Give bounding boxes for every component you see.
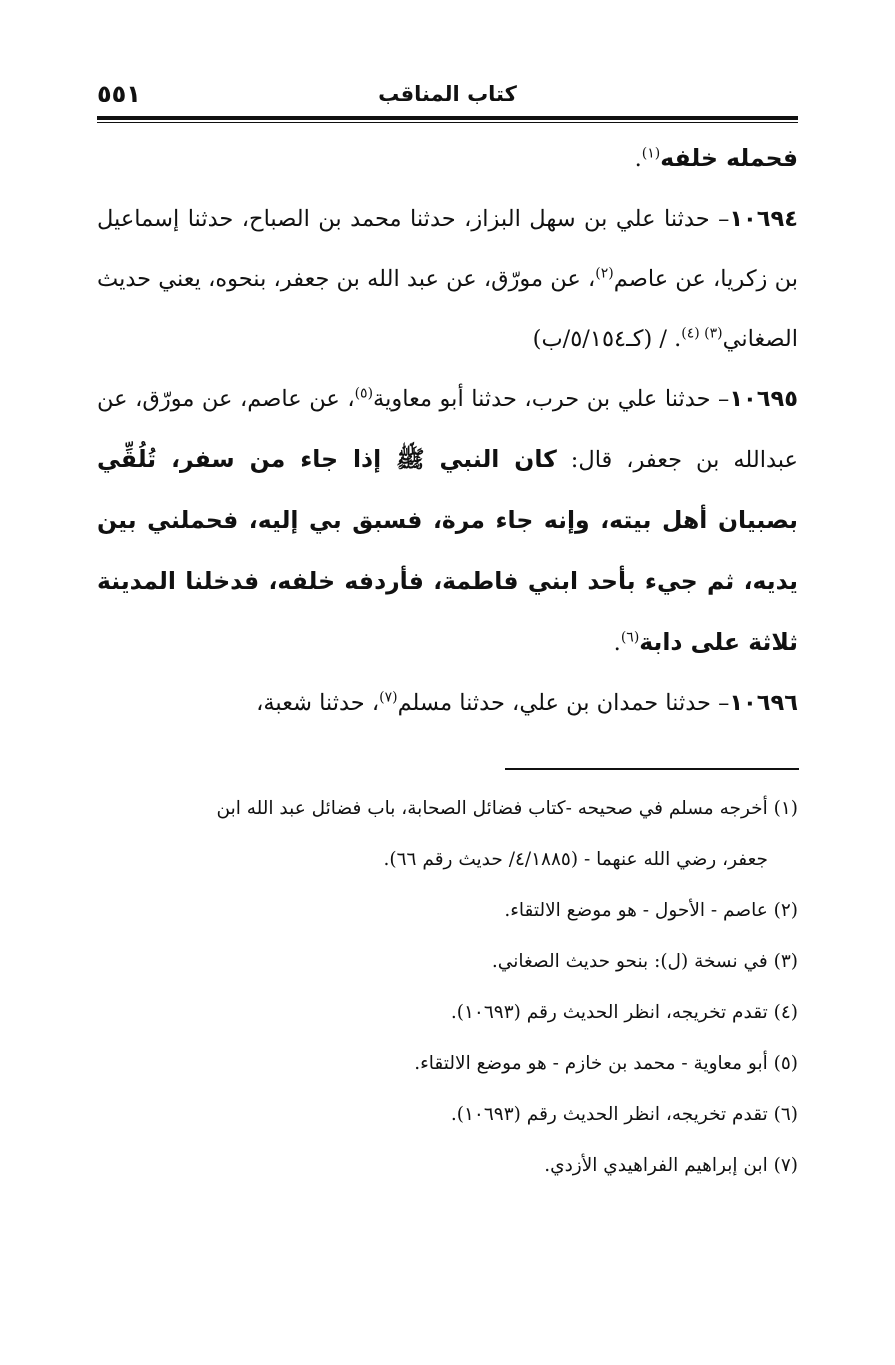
page-header xyxy=(97,80,798,116)
note-ref: (٥) xyxy=(354,385,374,402)
note-ref: (٧) xyxy=(379,689,398,706)
hadith-text: – حدثنا حمدان بن علي، حدثنا مسلم xyxy=(397,690,730,716)
punctuation: . xyxy=(634,146,642,172)
hadith-10696 xyxy=(97,673,798,733)
note-ref: (٣) (٤) xyxy=(681,325,723,342)
hadith-number: ١٠٦٩٤ xyxy=(729,206,798,232)
hadith-text: – حدثنا علي بن حرب، حدثنا أبو معاوية xyxy=(373,386,730,412)
hadith-10694 xyxy=(97,189,798,369)
punctuation: . xyxy=(613,630,621,656)
hadith-text: – حدثنا علي بن سهل البزاز، حدثنا محمد بن الصباح، حدثنا إسماعيل بن زكريا، عن عاصم xyxy=(97,206,798,292)
footnote-5: (٥) أبو معاوية - محمد بن خازم - هو موضع الالتقاء. xyxy=(414,1053,798,1074)
footnotes xyxy=(97,783,798,1191)
footnote-1-continuation: جعفر، رضي الله عنهما - (٤/١٨٨٥/ حديث رقم ٦٦). xyxy=(383,849,768,870)
hadith-number: ١٠٦٩٥ xyxy=(729,386,798,412)
footnote-6: (٦) تقدم تخريجه، انظر الحديث رقم (١٠٦٩٣). xyxy=(450,1104,798,1125)
footnote-2: (٢) عاصم - الأحول - هو موضع الالتقاء. xyxy=(504,900,798,921)
hadith-text: ، عن مورّق، عن عبد الله بن جعفر، بنحوه، يعني حديث الصغاني xyxy=(97,266,798,352)
footnote-4: (٤) تقدم تخريجه، انظر الحديث رقم (١٠٦٩٣). xyxy=(450,1002,798,1023)
note-ref: (٦) xyxy=(620,629,640,646)
hadith-text: . / (كـ٥/١٥٤/ب) xyxy=(532,326,682,352)
main-text xyxy=(97,128,798,733)
hadith-10695 xyxy=(97,369,798,673)
footnote-1: (١) أخرجه مسلم في صحيحه -كتاب فضائل الصحابة، باب فضائل عبد الله ابن xyxy=(216,798,798,819)
hadith-text: ، عن عاصم، عن مورّق، عن عبدالله بن جعفر، قال: xyxy=(97,386,798,473)
footnote-7: (٧) ابن إبراهيم الفراهيدي الأزدي. xyxy=(544,1155,798,1176)
note-ref: (١) xyxy=(641,145,661,162)
footnote-3: (٣) في نسخة (ل): بنحو حديث الصغاني. xyxy=(491,951,798,972)
page-number: ٥٥١ xyxy=(97,80,141,108)
running-title: كتاب المناقب xyxy=(378,82,517,106)
continuation-text: فحمله خلفه xyxy=(660,144,798,172)
header-rule-thin xyxy=(97,122,798,123)
header-rule-thick xyxy=(97,116,798,120)
hadith-number: ١٠٦٩٦ xyxy=(729,690,798,716)
paragraph-continuation xyxy=(97,128,798,189)
hadith-text: ، حدثنا شعبة، xyxy=(256,690,380,716)
footnote-divider xyxy=(505,768,799,770)
note-ref: (٢) xyxy=(595,265,614,282)
hadith-matn: كان النبي ﷺ إذا جاء من سفر، تُلُقِّي بصبيان أهل بيته، وإنه جاء مرة، فسبق بي إليه، فحملني بين يديه، ثم جيء بأحد ابني فاطمة، فأردفه خلفه، فدخلنا المدينة ثلاثة على دابة xyxy=(97,445,798,656)
